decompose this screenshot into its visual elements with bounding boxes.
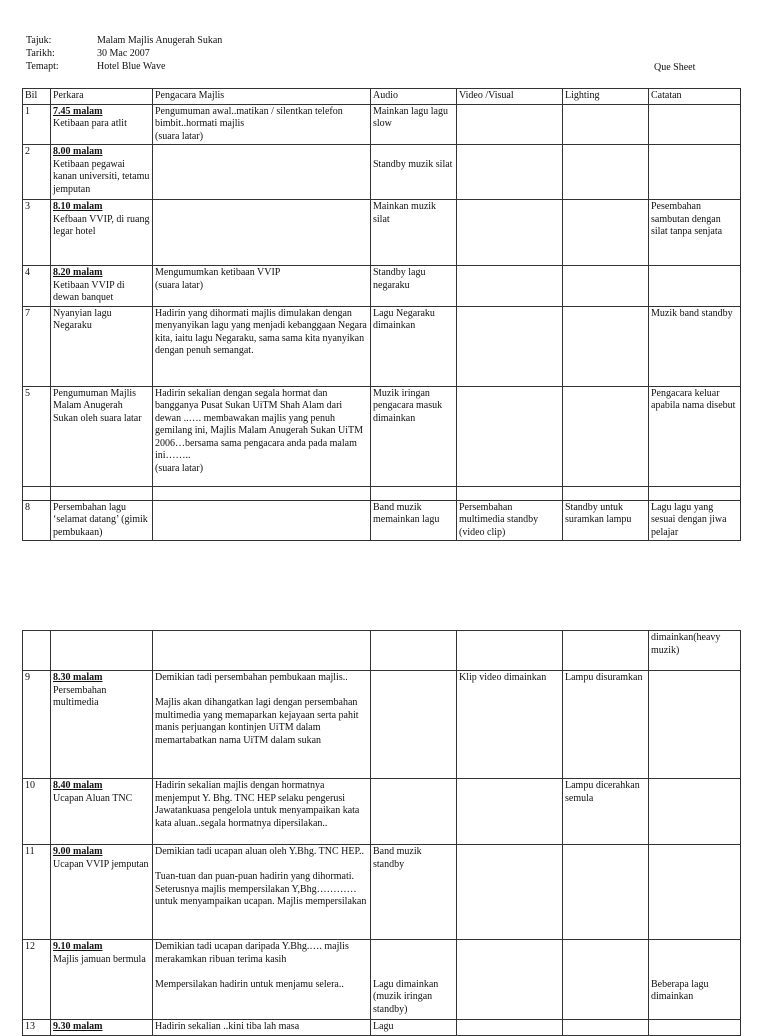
cell-lighting — [563, 200, 649, 266]
cell-bil-text: 11 — [25, 846, 35, 857]
cell-perkara — [51, 266, 153, 307]
cell-pengacara — [153, 306, 371, 386]
table-row — [23, 145, 741, 200]
cell-audio-text: Standby muzik silat — [373, 158, 453, 170]
cell-audio — [371, 845, 457, 940]
cell-video — [457, 940, 563, 1020]
cell-pengacara — [153, 631, 371, 671]
cell-bil — [23, 145, 51, 200]
cell-audio-text: Band muzik standby — [373, 846, 422, 870]
cell-audio — [371, 104, 457, 145]
cell-video — [457, 145, 563, 200]
cell-audio — [371, 1020, 457, 1036]
cell-lighting — [563, 266, 649, 307]
cell-bil — [23, 1020, 51, 1036]
cell-lighting-text: Lampu disuramkan — [565, 672, 643, 683]
cell-bil-text: 4 — [25, 267, 30, 278]
cell-catatan-text: Lagu lagu yang sesuai dengan jiwa pelajar — [651, 501, 727, 538]
cell-pengacara — [153, 266, 371, 307]
table-row — [23, 845, 741, 940]
time-label: 7.45 malam — [53, 105, 103, 117]
cell-bil — [23, 104, 51, 145]
time-label: 9.30 malam — [53, 1021, 103, 1032]
cell-audio — [371, 266, 457, 307]
cell-catatan-text: Muzik band standby — [651, 307, 733, 319]
cell-pengacara — [153, 779, 371, 845]
cell-bil-text: 12 — [25, 941, 35, 952]
table-row — [23, 200, 741, 266]
cell-catatan-text: Beberapa lagu dimainkan — [651, 978, 709, 1002]
cell-catatan — [649, 306, 741, 386]
cell-catatan — [649, 671, 741, 779]
cell-bil-text: 10 — [25, 780, 35, 791]
cell-bil — [23, 940, 51, 1020]
cell-video-text: Persembahan multimedia standby (video clip) — [459, 501, 539, 538]
cell-perkara-text: Nyanyian lagu Negaraku — [53, 307, 112, 331]
cell-perkara-text: Ketibaan para atlit — [53, 118, 127, 129]
cell-lighting — [563, 940, 649, 1020]
cell-perkara-text: Ucapan VVIP jemputan — [53, 858, 149, 870]
time-label: 9.00 malam — [53, 846, 103, 857]
cell-pengacara — [153, 486, 371, 500]
cell-bil — [23, 486, 51, 500]
cell-bil-text: 7 — [25, 307, 30, 319]
cell-pengacara-text: Pengumuman awal..matikan / silentkan telefon bimbit..hormati majlis (suara latar) — [155, 105, 343, 142]
cell-lighting-text: Standby untuk suramkan lampu — [565, 501, 632, 525]
cell-audio-text: Muzik iringan pengacara masuk dimainkan — [373, 387, 443, 424]
cell-lighting — [563, 779, 649, 845]
cell-lighting — [563, 845, 649, 940]
cell-catatan — [649, 486, 741, 500]
table-row — [23, 631, 741, 671]
cell-bil-text: 9 — [25, 672, 30, 683]
cell-audio-text: Band muzik memainkan lagu — [373, 501, 440, 525]
cell-perkara — [51, 631, 153, 671]
cell-bil-text: 5 — [25, 387, 30, 399]
table-row — [23, 266, 741, 307]
cell-pengacara — [153, 940, 371, 1020]
col-header-perkara: Perkara — [51, 89, 153, 105]
cell-audio-text: Mainkan lagu lagu slow — [373, 105, 448, 129]
cell-audio-text: Mainkan muzik silat — [373, 201, 437, 225]
cell-perkara — [51, 940, 153, 1020]
cell-bil — [23, 386, 51, 486]
time-label: 8.20 malam — [53, 267, 103, 278]
cell-pengacara-text: Hadirin sekalian dengan segala hormat dan bangganya Pusat Sukan UiTM Shah Alam dari dewan ..…. membawakan majlis yang penuh gemilang ini, Majlis Malam Anugerah Sukan UiTM 2006…bersama sama pengacara anda pada malam ini…….. (suara latar) — [155, 387, 364, 474]
cell-lighting — [563, 631, 649, 671]
cell-perkara — [51, 306, 153, 386]
cell-video — [457, 200, 563, 266]
cell-perkara — [51, 200, 153, 266]
cell-catatan — [649, 200, 741, 266]
cell-pengacara — [153, 145, 371, 200]
header-row-tajuk — [26, 35, 746, 48]
tempat-value: Hotel Blue Wave — [97, 61, 166, 73]
cell-pengacara-text: Demikian tadi ucapan daripada Y.Bhg.…. majlis merakamkan ribuan terima kasih Mempersilakan hadirin untuk menjamu selera.. — [155, 941, 349, 990]
cell-catatan — [649, 145, 741, 200]
cell-pengacara-text: Hadirin sekalian ..kini tiba lah masa — [155, 1021, 300, 1032]
cell-pengacara-text: Demikian tadi persembahan pembukaan majlis.. Majlis akan dihangatkan lagi dengan persembahan multimedia yang memaparkan kejayaan serta pahit manis perjuangan kontinjen UiTM dalam memartabatkan nama UiTM dalam sukan — [155, 672, 359, 746]
time-label: 8.10 malam — [53, 201, 103, 212]
cell-bil — [23, 845, 51, 940]
col-header-video: Video /Visual — [457, 89, 563, 105]
cell-pengacara — [153, 200, 371, 266]
tempat-label: Temapt: — [26, 61, 59, 73]
cell-video — [457, 845, 563, 940]
cell-audio — [371, 940, 457, 1020]
col-header-pengacara: Pengacara Majlis — [153, 89, 371, 105]
cell-catatan — [649, 104, 741, 145]
col-header-bil: Bil — [23, 89, 51, 105]
table-row — [23, 500, 741, 541]
cell-pengacara-text: Hadirin sekalian majlis dengan hormatnya menjemput Y. Bhg. TNC HEP selaku pengerusi Jawatankuasa pengelola untuk menyampaikan kata kata aluan..segala hormatnya dipersilakan.. — [155, 780, 360, 829]
cell-audio — [371, 306, 457, 386]
cell-lighting — [563, 104, 649, 145]
cell-lighting — [563, 671, 649, 779]
cell-catatan — [649, 631, 741, 671]
table-row — [23, 386, 741, 486]
cell-bil — [23, 779, 51, 845]
cell-audio-text: Lagu — [373, 1021, 394, 1032]
cell-catatan — [649, 386, 741, 486]
table-row — [23, 486, 741, 500]
cell-perkara — [51, 779, 153, 845]
cell-audio — [371, 486, 457, 500]
tajuk-label: Tajuk: — [26, 35, 52, 47]
cell-catatan-text: dimainkan(heavy muzik) — [651, 632, 721, 656]
cell-perkara-text: Ketibaan pegawai kanan universiti, tetamu jemputan — [53, 158, 150, 195]
cell-video — [457, 386, 563, 486]
cue-sheet-table-1 — [22, 88, 741, 541]
cell-video — [457, 500, 563, 541]
cell-pengacara-text: Hadirin yang dihormati majlis dimulakan dengan menyanyikan lagu yang menjadi kebanggaan Negara kita, iaitu lagu Negaraku, sama sama kita nyanyikan dengan penuh semangat. — [155, 307, 367, 356]
time-label: 8.30 malam — [53, 672, 103, 683]
cell-audio — [371, 500, 457, 541]
cell-catatan — [649, 940, 741, 1020]
time-label: 9.10 malam — [53, 941, 103, 952]
cell-audio-text: Standby lagu negaraku — [373, 267, 426, 291]
cell-perkara — [51, 500, 153, 541]
header-row-tarikh — [26, 48, 746, 61]
cell-catatan — [649, 266, 741, 307]
cell-lighting — [563, 1020, 649, 1036]
table-row — [23, 104, 741, 145]
cell-bil-text: 2 — [25, 146, 30, 157]
cell-bil-text: 1 — [25, 105, 30, 117]
col-header-lighting: Lighting — [563, 89, 649, 105]
cell-pengacara-text: Mengumumkan ketibaan VVIP (suara latar) — [155, 267, 281, 291]
tarikh-value: 30 Mac 2007 — [97, 48, 150, 60]
cell-catatan-text: Pengacara keluar apabila nama disebut — [651, 387, 736, 411]
table-row — [23, 1020, 741, 1036]
cell-catatan — [649, 779, 741, 845]
cell-lighting-text: Lampu dicerahkan semula — [565, 780, 640, 804]
cue-sheet-table-2 — [22, 630, 741, 1036]
table-row — [23, 671, 741, 779]
cell-bil — [23, 266, 51, 307]
cell-bil — [23, 200, 51, 266]
cell-video — [457, 486, 563, 500]
cell-perkara — [51, 671, 153, 779]
cell-lighting — [563, 486, 649, 500]
cell-video — [457, 306, 563, 386]
cell-pengacara-text: Demikian tadi ucapan aluan oleh Y.Bhg. TNC HEP.. Tuan-tuan dan puan-puan hadirin yang dihormati. Seterusnya majlis mempersilakan Y,Bhg…………untuk menyampaikan ucapan. Majlis mempersilakan — [155, 846, 367, 907]
cell-perkara-text: Majlis jamuan bermula — [53, 953, 146, 965]
cell-perkara — [51, 1020, 153, 1036]
cell-video — [457, 266, 563, 307]
cell-perkara-text: Persembahan multimedia — [53, 684, 107, 708]
cell-perkara-text: Pengumuman Majlis Malam Anugerah Sukan oleh suara latar — [53, 387, 142, 424]
document-header — [26, 35, 746, 74]
cell-audio-text: Lagu Negaraku dimainkan — [373, 307, 435, 331]
cell-perkara — [51, 104, 153, 145]
cell-bil-text: 8 — [25, 501, 30, 513]
header-row-tempat — [26, 61, 746, 74]
cell-catatan — [649, 845, 741, 940]
cell-video — [457, 104, 563, 145]
cell-perkara-text: Ucapan Aluan TNC — [53, 792, 133, 804]
cell-bil-text: 3 — [25, 201, 30, 212]
cell-audio — [371, 631, 457, 671]
table-row — [23, 940, 741, 1020]
col-header-audio: Audio — [371, 89, 457, 105]
cell-audio — [371, 145, 457, 200]
cell-pengacara — [153, 1020, 371, 1036]
cell-catatan-text: Pesembahan sambutan dengan silat tanpa senjata — [651, 201, 723, 237]
cell-catatan — [649, 500, 741, 541]
cell-pengacara — [153, 500, 371, 541]
cell-perkara — [51, 145, 153, 200]
cell-audio — [371, 386, 457, 486]
cell-perkara-text: Persembahan lagu ‘selamat datang’ (gimik pembukaan) — [53, 501, 148, 538]
time-label: 8.40 malam — [53, 780, 103, 791]
cell-bil — [23, 631, 51, 671]
cell-video — [457, 671, 563, 779]
cell-perkara — [51, 486, 153, 500]
cell-pengacara — [153, 386, 371, 486]
table-row — [23, 306, 741, 386]
cell-audio — [371, 200, 457, 266]
cell-perkara-text: Kefbaan VVIP, di ruang legar hotel — [53, 213, 150, 237]
cell-catatan — [649, 1020, 741, 1036]
time-label: 8.00 malam — [53, 146, 103, 157]
cell-pengacara — [153, 845, 371, 940]
cell-video — [457, 631, 563, 671]
que-sheet-label: Que Sheet — [654, 62, 696, 73]
cell-video-text: Klip video dimainkan — [459, 672, 547, 683]
cell-lighting — [563, 145, 649, 200]
cell-bil — [23, 500, 51, 541]
col-header-catatan: Catatan — [649, 89, 741, 105]
cell-lighting — [563, 306, 649, 386]
tarikh-label: Tarikh: — [26, 48, 55, 60]
cell-video — [457, 1020, 563, 1036]
cell-audio-text: Lagu dimainkan (muzik iringan standby) — [373, 978, 439, 1015]
cell-perkara — [51, 386, 153, 486]
table-row — [23, 779, 741, 845]
cell-video — [457, 779, 563, 845]
cell-bil — [23, 306, 51, 386]
tajuk-value: Malam Majlis Anugerah Sukan — [97, 35, 223, 47]
cell-lighting — [563, 386, 649, 486]
cell-perkara — [51, 845, 153, 940]
cell-pengacara — [153, 671, 371, 779]
cell-audio — [371, 779, 457, 845]
cell-lighting — [563, 500, 649, 541]
table-header-row — [23, 89, 741, 105]
cell-bil — [23, 671, 51, 779]
cell-bil-text: 13 — [25, 1021, 35, 1032]
cell-pengacara — [153, 104, 371, 145]
cell-audio — [371, 671, 457, 779]
cell-perkara-text: Ketibaan VVIP di dewan banquet — [53, 279, 125, 303]
